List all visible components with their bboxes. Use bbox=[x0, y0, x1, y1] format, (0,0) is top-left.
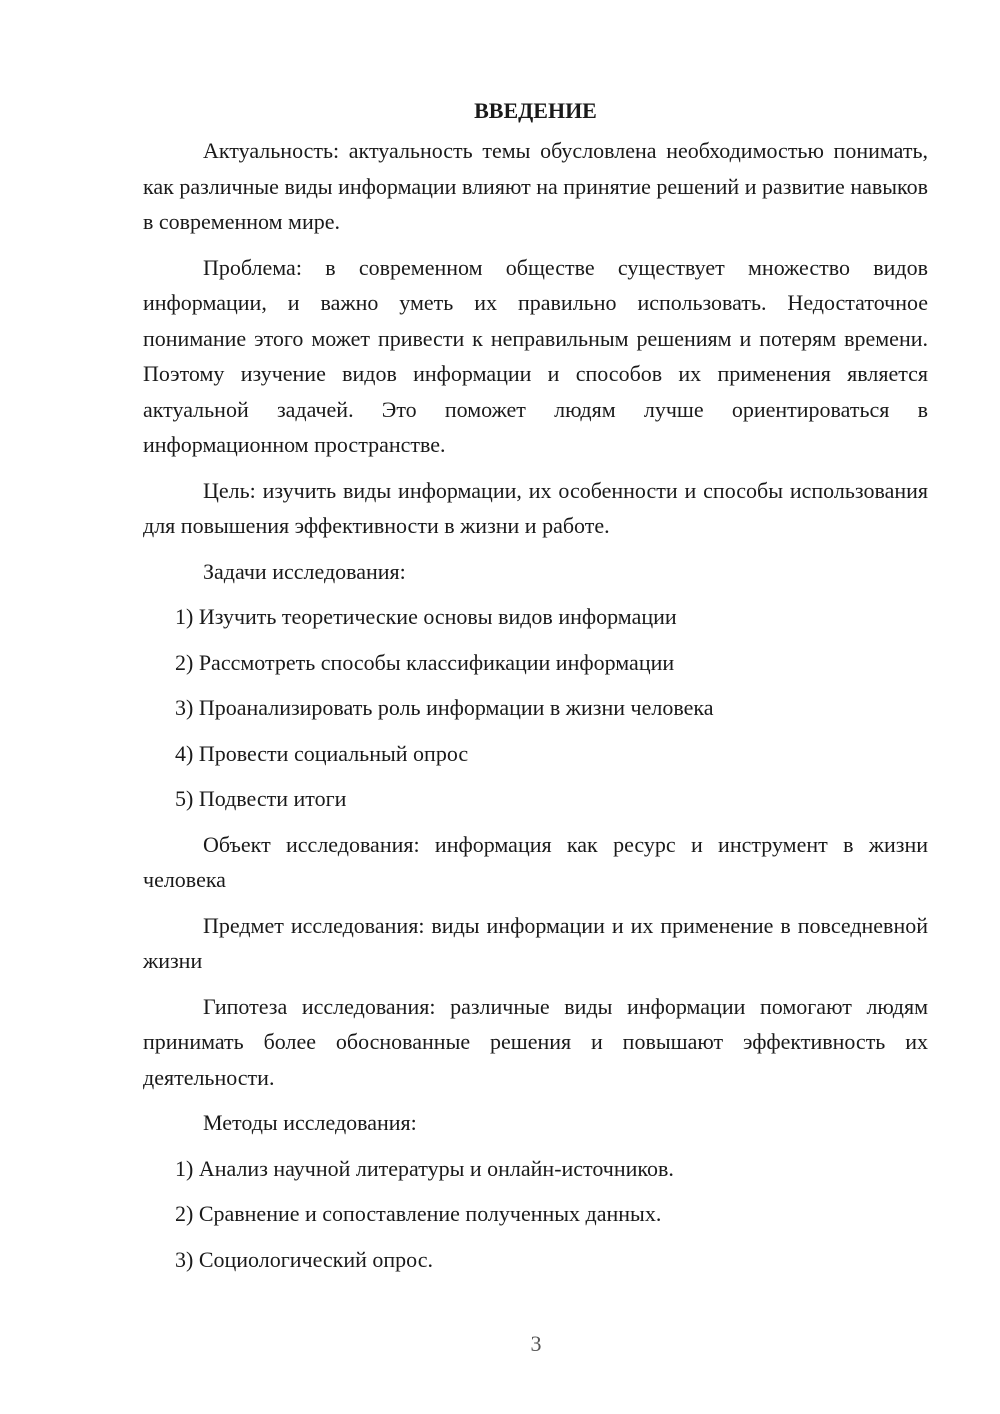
object-paragraph: Объект исследования: информация как ресурс и инструмент в жизни человека bbox=[143, 831, 928, 892]
task-item: 4) Провести социальный опрос bbox=[175, 740, 469, 766]
task-item: 3) Проанализировать роль информации в жизни человека bbox=[175, 695, 714, 720]
methods-label: Методы исследования: bbox=[203, 1110, 417, 1135]
methods-list bbox=[143, 1151, 928, 1278]
page-number: 3 bbox=[530, 1331, 542, 1356]
method-item: 1) Анализ научной литературы и онлайн-источников. bbox=[175, 1155, 674, 1181]
task-item: 2) Рассмотреть способы классификации информации bbox=[175, 649, 675, 675]
page-content bbox=[143, 93, 928, 1287]
goal-paragraph: Цель: изучить виды информации, их особенности и способы использования для повышения эффективности в жизни и работе. bbox=[143, 477, 928, 538]
hypothesis-paragraph: Гипотеза исследования: различные виды информации помогают людям принимать более обоснованные решения и повышают эффективность их деятельности. bbox=[143, 993, 928, 1090]
method-item: 2) Сравнение и сопоставление полученных данных. bbox=[175, 1201, 662, 1226]
subject-paragraph: Предмет исследования: виды информации и их применение в повседневной жизни bbox=[143, 912, 928, 973]
tasks-list bbox=[143, 599, 928, 817]
task-item: 5) Подвести итоги bbox=[175, 786, 347, 811]
section-title: ВВЕДЕНИЕ bbox=[474, 98, 597, 123]
task-item: 1) Изучить теоретические основы видов информации bbox=[175, 604, 677, 629]
method-item: 3) Социологический опрос. bbox=[175, 1246, 433, 1272]
problem-paragraph: Проблема: в современном обществе существует множество видов информации, и важно уметь их правильно использовать. Недостаточное понимание этого может привести к неправильным решениям и потерям времени. Поэтому изучение видов информации и способов их применения является актуальной задачей. Это поможет людям лучше ориентироваться в информационном пространстве. bbox=[143, 254, 928, 457]
relevance-paragraph: Актуальность: актуальность темы обусловлена необходимостью понимать, как различные виды информации влияют на принятие решений и развитие навыков в современном мире. bbox=[143, 138, 928, 234]
tasks-label: Задачи исследования: bbox=[203, 558, 406, 584]
